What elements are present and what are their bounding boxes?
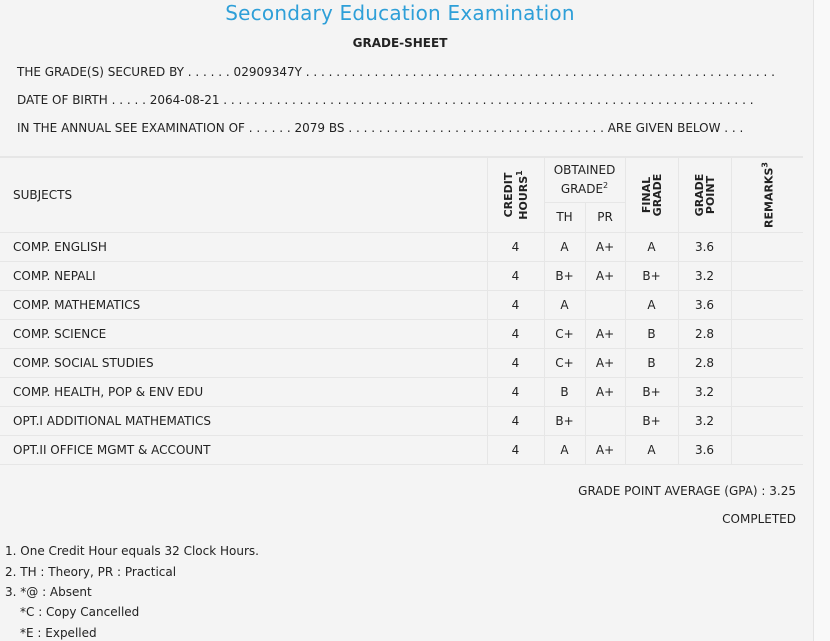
table-row <box>0 378 803 407</box>
final-grade-cell: B <box>625 349 678 378</box>
final-grade-header: FINAL GRADE <box>625 158 678 233</box>
practical-grade-cell <box>585 291 625 320</box>
page-title: Secondary Education Examination <box>225 1 575 25</box>
final-grade-cell: A <box>625 291 678 320</box>
table-row <box>0 407 803 436</box>
practical-grade-cell: A+ <box>585 262 625 291</box>
table-row <box>0 349 803 378</box>
theory-grade-cell: A <box>544 436 585 465</box>
credit-cell: 4 <box>487 378 544 407</box>
subject-cell: COMP. MATHEMATICS <box>0 291 487 320</box>
credit-cell: 4 <box>487 291 544 320</box>
footnote-credit-hour: 1. One Credit Hour equals 32 Clock Hours. <box>5 544 259 558</box>
remarks-cell <box>731 378 803 407</box>
grade-point-cell: 3.2 <box>678 407 731 436</box>
footnote-expelled: *E : Expelled <box>20 626 97 640</box>
subject-cell: COMP. NEPALI <box>0 262 487 291</box>
scrollbar-strip <box>813 0 830 641</box>
theory-grade-cell: C+ <box>544 349 585 378</box>
grade-point-cell: 2.8 <box>678 349 731 378</box>
grade-point-header: GRADE POINT <box>678 158 731 233</box>
table-header-row <box>0 158 803 203</box>
final-grade-cell: A <box>625 233 678 262</box>
footnote-theory-practical: 2. TH : Theory, PR : Practical <box>5 565 177 579</box>
final-grade-cell: B <box>625 320 678 349</box>
credit-hours-header: CREDIT HOURS$^1$ <box>487 158 544 233</box>
credit-cell: 4 <box>487 436 544 465</box>
practical-grade-cell: A+ <box>585 320 625 349</box>
subject-cell: COMP. HEALTH, POP & ENV EDU <box>0 378 487 407</box>
remarks-header: REMARKS$^3$ <box>731 158 803 233</box>
theory-grade-cell: A <box>544 233 585 262</box>
table-row <box>0 320 803 349</box>
subject-cell: OPT.II OFFICE MGMT & ACCOUNT <box>0 436 487 465</box>
final-grade-cell: B+ <box>625 378 678 407</box>
practical-header: PR <box>585 202 625 232</box>
theory-grade-cell: C+ <box>544 320 585 349</box>
practical-grade-cell: A+ <box>585 349 625 378</box>
practical-grade-cell: A+ <box>585 378 625 407</box>
grade-point-cell: 3.6 <box>678 233 731 262</box>
remarks-cell <box>731 349 803 378</box>
credit-cell: 4 <box>487 407 544 436</box>
exam-line: IN THE ANNUAL SEE EXAMINATION OF . . . . . . 2079 BS . . . . . . . . . . . . . . . . . . . . . . . . . . . . . . . . . . ARE GIVEN BELOW . . . <box>17 121 744 135</box>
table-row <box>0 262 803 291</box>
remarks-cell <box>731 407 803 436</box>
theory-grade-cell: B <box>544 378 585 407</box>
table-row <box>0 233 803 262</box>
grades-table <box>0 157 803 465</box>
remarks-cell <box>731 233 803 262</box>
credit-cell: 4 <box>487 320 544 349</box>
credit-cell: 4 <box>487 262 544 291</box>
practical-grade-cell <box>585 407 625 436</box>
theory-header: TH <box>544 202 585 232</box>
gpa-summary: GRADE POINT AVERAGE (GPA) : 3.25 <box>578 484 796 498</box>
date-of-birth-line: DATE OF BIRTH . . . . . 2064-08-21 . . . . . . . . . . . . . . . . . . . . . . . . . . . . . . . . . . . . . . . . . . . . . . . . . . . . . . . . . . . . . . . . . . . . . . <box>17 93 754 107</box>
final-grade-cell: B+ <box>625 262 678 291</box>
remarks-cell <box>731 291 803 320</box>
theory-grade-cell: B+ <box>544 407 585 436</box>
credit-cell: 4 <box>487 349 544 378</box>
subjects-header: SUBJECTS <box>0 158 487 233</box>
credit-cell: 4 <box>487 233 544 262</box>
grade-point-cell: 2.8 <box>678 320 731 349</box>
practical-grade-cell: A+ <box>585 436 625 465</box>
table-row <box>0 436 803 465</box>
subject-cell: COMP. SOCIAL STUDIES <box>0 349 487 378</box>
grade-point-cell: 3.6 <box>678 291 731 320</box>
grade-point-cell: 3.2 <box>678 378 731 407</box>
subject-cell: OPT.I ADDITIONAL MATHEMATICS <box>0 407 487 436</box>
footnote-absent: 3. *@ : Absent <box>5 585 92 599</box>
remarks-cell <box>731 262 803 291</box>
theory-grade-cell: B+ <box>544 262 585 291</box>
grade-point-cell: 3.6 <box>678 436 731 465</box>
obtained-grade-header: OBTAINED GRADE$^2$ <box>544 158 625 203</box>
footnote-copy-cancelled: *C : Copy Cancelled <box>20 605 140 619</box>
completion-status: COMPLETED <box>722 512 796 526</box>
remarks-cell <box>731 436 803 465</box>
subject-cell: COMP. SCIENCE <box>0 320 487 349</box>
subject-cell: COMP. ENGLISH <box>0 233 487 262</box>
final-grade-cell: B+ <box>625 407 678 436</box>
remarks-cell <box>731 320 803 349</box>
secured-by-line: THE GRADE(S) SECURED BY . . . . . . 02909347Y . . . . . . . . . . . . . . . . . . . . . . . . . . . . . . . . . . . . . . . . . . . . . . . . . . . . . . . . . . . . . . <box>17 65 775 79</box>
theory-grade-cell: A <box>544 291 585 320</box>
practical-grade-cell: A+ <box>585 233 625 262</box>
final-grade-cell: A <box>625 436 678 465</box>
grade-point-cell: 3.2 <box>678 262 731 291</box>
table-row <box>0 291 803 320</box>
grade-sheet-heading: GRADE-SHEET <box>352 36 448 50</box>
